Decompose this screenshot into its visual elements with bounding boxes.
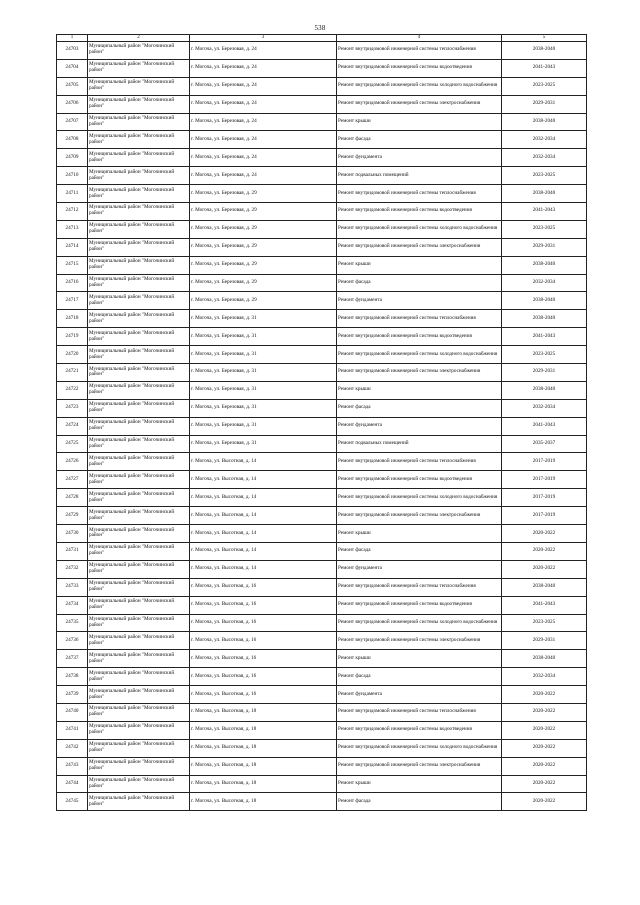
table-row xyxy=(57,686,587,704)
period-cell: 2038-2040 xyxy=(502,113,587,131)
table-row xyxy=(57,381,587,399)
address-cell: г. Могоча, ул. Высотная, д. 18 xyxy=(190,703,337,721)
table-row xyxy=(57,131,587,149)
work-type-cell: Ремонт крыши xyxy=(337,113,502,131)
table-row xyxy=(57,399,587,417)
period-cell: 2041-2043 xyxy=(502,203,587,221)
period-cell: 2017-2019 xyxy=(502,507,587,525)
period-cell: 2020-2022 xyxy=(502,525,587,543)
work-type-cell: Ремонт внутридомовой инженерной системы холодного водоснабжения xyxy=(337,77,502,95)
work-type-cell: Ремонт фундамента xyxy=(337,292,502,310)
municipality-cell: Муниципальный район "Могочинский район" xyxy=(88,596,190,614)
work-type-cell: Ремонт внутридомовой инженерной системы водоотведения xyxy=(337,203,502,221)
work-type-cell: Ремонт внутридомовой инженерной системы электроснабжения xyxy=(337,238,502,256)
period-cell: 2020-2022 xyxy=(502,793,587,811)
address-cell: г. Могоча, ул. Высотная, д. 16 xyxy=(190,578,337,596)
table-row xyxy=(57,614,587,632)
table-row xyxy=(57,453,587,471)
municipality-cell: Муниципальный район "Могочинский район" xyxy=(88,775,190,793)
table-row xyxy=(57,203,587,221)
table-row xyxy=(57,238,587,256)
table-row xyxy=(57,668,587,686)
row-number-cell: 24710 xyxy=(57,167,88,185)
work-type-cell: Ремонт крыши xyxy=(337,650,502,668)
row-number-cell: 24732 xyxy=(57,560,88,578)
work-type-cell: Ремонт внутридомовой инженерной системы теплоснабжения xyxy=(337,42,502,60)
table-row xyxy=(57,220,587,238)
address-cell: г. Могоча, ул. Березовая, д. 29 xyxy=(190,292,337,310)
address-cell: г. Могоча, ул. Высотная, д. 16 xyxy=(190,686,337,704)
period-cell: 2032-2034 xyxy=(502,668,587,686)
table-row xyxy=(57,489,587,507)
address-cell: г. Могоча, ул. Березовая, д. 29 xyxy=(190,203,337,221)
municipality-cell: Муниципальный район "Могочинский район" xyxy=(88,578,190,596)
table-row xyxy=(57,167,587,185)
table-row xyxy=(57,328,587,346)
address-cell: г. Могоча, ул. Березовая, д. 24 xyxy=(190,77,337,95)
municipality-cell: Муниципальный район "Могочинский район" xyxy=(88,560,190,578)
address-cell: г. Могоча, ул. Высотная, д. 16 xyxy=(190,668,337,686)
period-cell: 2038-2040 xyxy=(502,381,587,399)
period-cell: 2023-2025 xyxy=(502,614,587,632)
address-cell: г. Могоча, ул. Березовая, д. 31 xyxy=(190,417,337,435)
table-row xyxy=(57,757,587,775)
period-cell: 2020-2022 xyxy=(502,721,587,739)
municipality-cell: Муниципальный район "Могочинский район" xyxy=(88,95,190,113)
row-number-cell: 24705 xyxy=(57,77,88,95)
work-type-cell: Ремонт внутридомовой инженерной системы теплоснабжения xyxy=(337,453,502,471)
municipality-cell: Муниципальный район "Могочинский район" xyxy=(88,614,190,632)
address-cell: г. Могоча, ул. Березовая, д. 24 xyxy=(190,113,337,131)
work-type-cell: Ремонт внутридомовой инженерной системы водоотведения xyxy=(337,328,502,346)
address-cell: г. Могоча, ул. Березовая, д. 29 xyxy=(190,274,337,292)
address-cell: г. Могоча, ул. Высотная, д. 14 xyxy=(190,507,337,525)
row-number-cell: 24737 xyxy=(57,650,88,668)
address-cell: г. Могоча, ул. Березовая, д. 24 xyxy=(190,59,337,77)
municipality-cell: Муниципальный район "Могочинский район" xyxy=(88,113,190,131)
address-cell: г. Могоча, ул. Березовая, д. 31 xyxy=(190,364,337,382)
table-row xyxy=(57,346,587,364)
row-number-cell: 24729 xyxy=(57,507,88,525)
period-cell: 2038-2040 xyxy=(502,650,587,668)
row-number-cell: 24724 xyxy=(57,417,88,435)
address-cell: г. Могоча, ул. Высотная, д. 14 xyxy=(190,542,337,560)
period-cell: 2029-2031 xyxy=(502,95,587,113)
address-cell: г. Могоча, ул. Высотная, д. 18 xyxy=(190,793,337,811)
column-header: 2 xyxy=(88,35,190,42)
municipality-cell: Муниципальный район "Могочинский район" xyxy=(88,686,190,704)
row-number-cell: 24728 xyxy=(57,489,88,507)
address-cell: г. Могоча, ул. Высотная, д. 14 xyxy=(190,489,337,507)
column-header: 5 xyxy=(502,35,587,42)
municipality-cell: Муниципальный район "Могочинский район" xyxy=(88,703,190,721)
period-cell: 2020-2022 xyxy=(502,703,587,721)
period-cell: 2020-2022 xyxy=(502,775,587,793)
column-header: 1 xyxy=(57,35,88,42)
address-cell: г. Могоча, ул. Высотная, д. 14 xyxy=(190,471,337,489)
work-type-cell: Ремонт внутридомовой инженерной системы электроснабжения xyxy=(337,757,502,775)
address-cell: г. Могоча, ул. Березовая, д. 31 xyxy=(190,435,337,453)
municipality-cell: Муниципальный район "Могочинский район" xyxy=(88,59,190,77)
municipality-cell: Муниципальный район "Могочинский район" xyxy=(88,739,190,757)
municipality-cell: Муниципальный район "Могочинский район" xyxy=(88,220,190,238)
period-cell: 2017-2019 xyxy=(502,453,587,471)
row-number-cell: 24723 xyxy=(57,399,88,417)
table-row xyxy=(57,739,587,757)
work-type-cell: Ремонт внутридомовой инженерной системы холодного водоснабжения xyxy=(337,489,502,507)
municipality-cell: Муниципальный район "Могочинский район" xyxy=(88,381,190,399)
address-cell: г. Могоча, ул. Высотная, д. 16 xyxy=(190,632,337,650)
table-row xyxy=(57,149,587,167)
work-type-cell: Ремонт внутридомовой инженерной системы теплоснабжения xyxy=(337,310,502,328)
work-type-cell: Ремонт фундамента xyxy=(337,560,502,578)
municipality-cell: Муниципальный район "Могочинский район" xyxy=(88,399,190,417)
work-type-cell: Ремонт фундамента xyxy=(337,417,502,435)
municipality-cell: Муниципальный район "Могочинский район" xyxy=(88,757,190,775)
table-row xyxy=(57,775,587,793)
work-type-cell: Ремонт крыши xyxy=(337,525,502,543)
row-number-cell: 24727 xyxy=(57,471,88,489)
period-cell: 2032-2034 xyxy=(502,149,587,167)
address-cell: г. Могоча, ул. Березовая, д. 31 xyxy=(190,328,337,346)
row-number-cell: 24745 xyxy=(57,793,88,811)
address-cell: г. Могоча, ул. Высотная, д. 16 xyxy=(190,650,337,668)
work-type-cell: Ремонт фасада xyxy=(337,668,502,686)
address-cell: г. Могоча, ул. Высотная, д. 14 xyxy=(190,525,337,543)
column-header: 3 xyxy=(190,35,337,42)
work-type-cell: Ремонт внутридомовой инженерной системы теплоснабжения xyxy=(337,185,502,203)
table-row xyxy=(57,560,587,578)
work-type-cell: Ремонт подвальных помещений xyxy=(337,435,502,453)
period-cell: 2041-2043 xyxy=(502,59,587,77)
address-cell: г. Могоча, ул. Высотная, д. 18 xyxy=(190,721,337,739)
municipality-cell: Муниципальный район "Могочинский район" xyxy=(88,149,190,167)
row-number-cell: 24739 xyxy=(57,686,88,704)
row-number-cell: 24738 xyxy=(57,668,88,686)
row-number-cell: 24717 xyxy=(57,292,88,310)
period-cell: 2038-2040 xyxy=(502,42,587,60)
column-number-row xyxy=(57,35,587,42)
municipality-cell: Муниципальный район "Могочинский район" xyxy=(88,525,190,543)
municipality-cell: Муниципальный район "Могочинский район" xyxy=(88,453,190,471)
table-row xyxy=(57,650,587,668)
table-row xyxy=(57,185,587,203)
address-cell: г. Могоча, ул. Березовая, д. 29 xyxy=(190,185,337,203)
municipality-cell: Муниципальный район "Могочинский район" xyxy=(88,238,190,256)
row-number-cell: 24703 xyxy=(57,42,88,60)
row-number-cell: 24719 xyxy=(57,328,88,346)
work-type-cell: Ремонт внутридомовой инженерной системы водоотведения xyxy=(337,596,502,614)
period-cell: 2032-2034 xyxy=(502,131,587,149)
table-row xyxy=(57,471,587,489)
work-type-cell: Ремонт фундамента xyxy=(337,686,502,704)
address-cell: г. Могоча, ул. Высотная, д. 18 xyxy=(190,757,337,775)
row-number-cell: 24706 xyxy=(57,95,88,113)
work-type-cell: Ремонт крыши xyxy=(337,256,502,274)
period-cell: 2038-2040 xyxy=(502,292,587,310)
table-row xyxy=(57,525,587,543)
table-row xyxy=(57,310,587,328)
work-type-cell: Ремонт внутридомовой инженерной системы электроснабжения xyxy=(337,507,502,525)
period-cell: 2017-2019 xyxy=(502,471,587,489)
row-number-cell: 24730 xyxy=(57,525,88,543)
row-number-cell: 24704 xyxy=(57,59,88,77)
address-cell: г. Могоча, ул. Березовая, д. 24 xyxy=(190,167,337,185)
row-number-cell: 24708 xyxy=(57,131,88,149)
period-cell: 2020-2022 xyxy=(502,739,587,757)
table-row xyxy=(57,364,587,382)
row-number-cell: 24711 xyxy=(57,185,88,203)
column-header: 4 xyxy=(337,35,502,42)
table-row xyxy=(57,59,587,77)
municipality-cell: Муниципальный район "Могочинский район" xyxy=(88,292,190,310)
period-cell: 2023-2025 xyxy=(502,77,587,95)
table-row xyxy=(57,292,587,310)
period-cell: 2020-2022 xyxy=(502,542,587,560)
work-type-cell: Ремонт крыши xyxy=(337,381,502,399)
table-row xyxy=(57,578,587,596)
work-type-cell: Ремонт внутридомовой инженерной системы холодного водоснабжения xyxy=(337,614,502,632)
work-type-cell: Ремонт внутридомовой инженерной системы электроснабжения xyxy=(337,364,502,382)
row-number-cell: 24742 xyxy=(57,739,88,757)
row-number-cell: 24709 xyxy=(57,149,88,167)
row-number-cell: 24720 xyxy=(57,346,88,364)
table-row xyxy=(57,542,587,560)
row-number-cell: 24741 xyxy=(57,721,88,739)
table-row xyxy=(57,596,587,614)
work-type-cell: Ремонт фасада xyxy=(337,131,502,149)
address-cell: г. Могоча, ул. Березовая, д. 24 xyxy=(190,131,337,149)
table-row xyxy=(57,703,587,721)
work-type-cell: Ремонт внутридомовой инженерной системы электроснабжения xyxy=(337,632,502,650)
row-number-cell: 24715 xyxy=(57,256,88,274)
table-row xyxy=(57,274,587,292)
municipality-cell: Муниципальный район "Могочинский район" xyxy=(88,507,190,525)
row-number-cell: 24716 xyxy=(57,274,88,292)
address-cell: г. Могоча, ул. Березовая, д. 31 xyxy=(190,381,337,399)
address-cell: г. Могоча, ул. Березовая, д. 29 xyxy=(190,220,337,238)
municipality-cell: Муниципальный район "Могочинский район" xyxy=(88,632,190,650)
row-number-cell: 24744 xyxy=(57,775,88,793)
table-row xyxy=(57,42,587,60)
municipality-cell: Муниципальный район "Могочинский район" xyxy=(88,542,190,560)
municipality-cell: Муниципальный район "Могочинский район" xyxy=(88,185,190,203)
row-number-cell: 24725 xyxy=(57,435,88,453)
address-cell: г. Могоча, ул. Высотная, д. 18 xyxy=(190,775,337,793)
table-row xyxy=(57,632,587,650)
period-cell: 2029-2031 xyxy=(502,364,587,382)
row-number-cell: 24721 xyxy=(57,364,88,382)
row-number-cell: 24734 xyxy=(57,596,88,614)
row-number-cell: 24743 xyxy=(57,757,88,775)
row-number-cell: 24735 xyxy=(57,614,88,632)
work-type-cell: Ремонт фасада xyxy=(337,542,502,560)
municipality-cell: Муниципальный район "Могочинский район" xyxy=(88,793,190,811)
period-cell: 2023-2025 xyxy=(502,346,587,364)
period-cell: 2020-2022 xyxy=(502,686,587,704)
work-type-cell: Ремонт внутридомовой инженерной системы водоотведения xyxy=(337,471,502,489)
municipality-cell: Муниципальный район "Могочинский район" xyxy=(88,328,190,346)
table-row xyxy=(57,793,587,811)
municipality-cell: Муниципальный район "Могочинский район" xyxy=(88,417,190,435)
period-cell: 2032-2034 xyxy=(502,399,587,417)
row-number-cell: 24740 xyxy=(57,703,88,721)
table-row xyxy=(57,256,587,274)
municipality-cell: Муниципальный район "Могочинский район" xyxy=(88,346,190,364)
row-number-cell: 24718 xyxy=(57,310,88,328)
row-number-cell: 24733 xyxy=(57,578,88,596)
row-number-cell: 24712 xyxy=(57,203,88,221)
municipality-cell: Муниципальный район "Могочинский район" xyxy=(88,471,190,489)
table-row xyxy=(57,77,587,95)
municipality-cell: Муниципальный район "Могочинский район" xyxy=(88,668,190,686)
row-number-cell: 24713 xyxy=(57,220,88,238)
address-cell: г. Могоча, ул. Высотная, д. 14 xyxy=(190,560,337,578)
period-cell: 2029-2031 xyxy=(502,632,587,650)
address-cell: г. Могоча, ул. Березовая, д. 24 xyxy=(190,149,337,167)
table-row xyxy=(57,435,587,453)
table-row xyxy=(57,95,587,113)
table-body xyxy=(57,42,587,811)
row-number-cell: 24731 xyxy=(57,542,88,560)
period-cell: 2020-2022 xyxy=(502,560,587,578)
row-number-cell: 24726 xyxy=(57,453,88,471)
period-cell: 2023-2025 xyxy=(502,167,587,185)
period-cell: 2038-2040 xyxy=(502,578,587,596)
address-cell: г. Могоча, ул. Высотная, д. 16 xyxy=(190,614,337,632)
period-cell: 2029-2031 xyxy=(502,238,587,256)
address-cell: г. Могоча, ул. Березовая, д. 29 xyxy=(190,238,337,256)
address-cell: г. Могоча, ул. Высотная, д. 14 xyxy=(190,453,337,471)
work-type-cell: Ремонт внутридомовой инженерной системы холодного водоснабжения xyxy=(337,346,502,364)
period-cell: 2038-2040 xyxy=(502,185,587,203)
work-type-cell: Ремонт фасада xyxy=(337,274,502,292)
municipality-cell: Муниципальный район "Могочинский район" xyxy=(88,274,190,292)
page-number: 538 xyxy=(314,24,326,32)
period-cell: 2032-2034 xyxy=(502,274,587,292)
work-type-cell: Ремонт внутридомовой инженерной системы холодного водоснабжения xyxy=(337,739,502,757)
address-cell: г. Могоча, ул. Березовая, д. 29 xyxy=(190,256,337,274)
work-type-cell: Ремонт внутридомовой инженерной системы теплоснабжения xyxy=(337,703,502,721)
municipality-cell: Муниципальный район "Могочинский район" xyxy=(88,167,190,185)
municipality-cell: Муниципальный район "Могочинский район" xyxy=(88,489,190,507)
capital-repair-table xyxy=(56,34,587,811)
municipality-cell: Муниципальный район "Могочинский район" xyxy=(88,310,190,328)
row-number-cell: 24736 xyxy=(57,632,88,650)
municipality-cell: Муниципальный район "Могочинский район" xyxy=(88,650,190,668)
work-type-cell: Ремонт внутридомовой инженерной системы теплоснабжения xyxy=(337,578,502,596)
address-cell: г. Могоча, ул. Березовая, д. 31 xyxy=(190,310,337,328)
row-number-cell: 24714 xyxy=(57,238,88,256)
period-cell: 2041-2043 xyxy=(502,596,587,614)
work-type-cell: Ремонт внутридомовой инженерной системы водоотведения xyxy=(337,721,502,739)
work-type-cell: Ремонт фундамента xyxy=(337,149,502,167)
address-cell: г. Могоча, ул. Березовая, д. 24 xyxy=(190,95,337,113)
municipality-cell: Муниципальный район "Могочинский район" xyxy=(88,203,190,221)
table-row xyxy=(57,507,587,525)
table-row xyxy=(57,721,587,739)
municipality-cell: Муниципальный район "Могочинский район" xyxy=(88,256,190,274)
municipality-cell: Муниципальный район "Могочинский район" xyxy=(88,131,190,149)
period-cell: 2017-2019 xyxy=(502,489,587,507)
work-type-cell: Ремонт внутридомовой инженерной системы электроснабжения xyxy=(337,95,502,113)
row-number-cell: 24722 xyxy=(57,381,88,399)
period-cell: 2035-2037 xyxy=(502,435,587,453)
work-type-cell: Ремонт фасада xyxy=(337,399,502,417)
work-type-cell: Ремонт крыши xyxy=(337,775,502,793)
work-type-cell: Ремонт подвальных помещений xyxy=(337,167,502,185)
period-cell: 2041-2043 xyxy=(502,328,587,346)
period-cell: 2023-2025 xyxy=(502,220,587,238)
municipality-cell: Муниципальный район "Могочинский район" xyxy=(88,42,190,60)
period-cell: 2038-2040 xyxy=(502,310,587,328)
row-number-cell: 24707 xyxy=(57,113,88,131)
address-cell: г. Могоча, ул. Березовая, д. 24 xyxy=(190,42,337,60)
period-cell: 2020-2022 xyxy=(502,757,587,775)
address-cell: г. Могоча, ул. Березовая, д. 31 xyxy=(190,399,337,417)
period-cell: 2038-2040 xyxy=(502,256,587,274)
municipality-cell: Муниципальный район "Могочинский район" xyxy=(88,364,190,382)
work-type-cell: Ремонт внутридомовой инженерной системы водоотведения xyxy=(337,59,502,77)
table-row xyxy=(57,417,587,435)
municipality-cell: Муниципальный район "Могочинский район" xyxy=(88,435,190,453)
address-cell: г. Могоча, ул. Высотная, д. 18 xyxy=(190,739,337,757)
table-row xyxy=(57,113,587,131)
municipality-cell: Муниципальный район "Могочинский район" xyxy=(88,77,190,95)
work-type-cell: Ремонт фасада xyxy=(337,793,502,811)
address-cell: г. Могоча, ул. Высотная, д. 16 xyxy=(190,596,337,614)
address-cell: г. Могоча, ул. Березовая, д. 31 xyxy=(190,346,337,364)
period-cell: 2041-2043 xyxy=(502,417,587,435)
municipality-cell: Муниципальный район "Могочинский район" xyxy=(88,721,190,739)
work-type-cell: Ремонт внутридомовой инженерной системы холодного водоснабжения xyxy=(337,220,502,238)
